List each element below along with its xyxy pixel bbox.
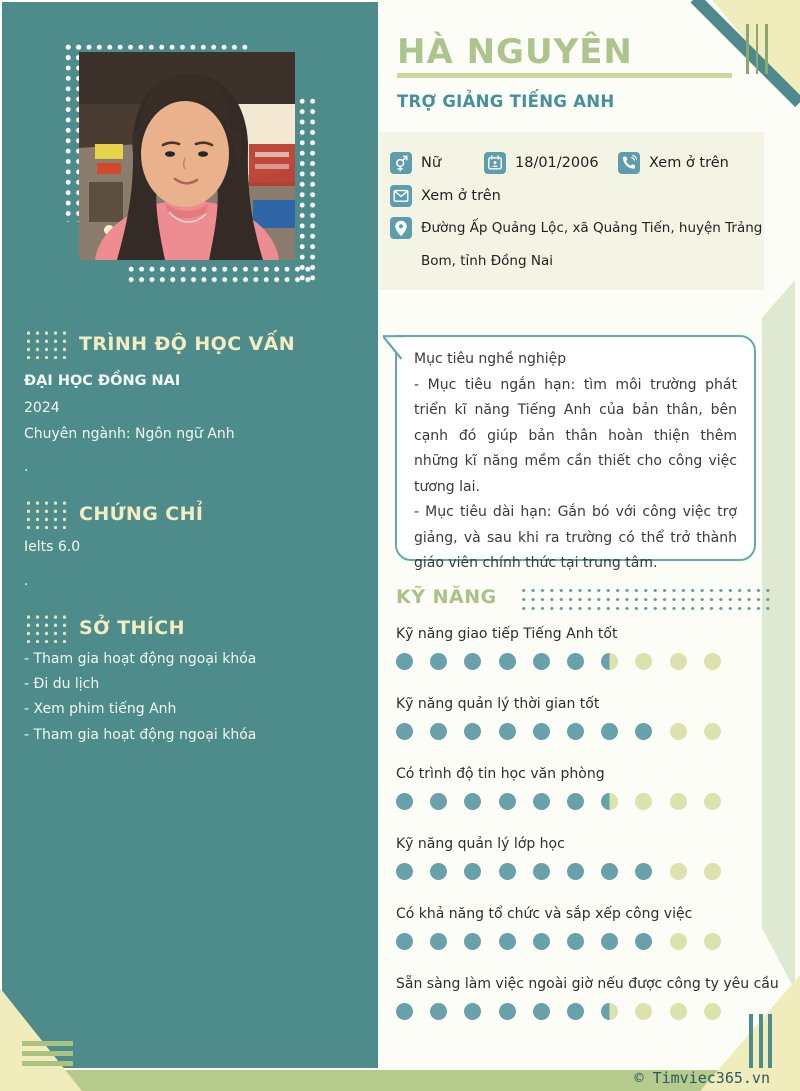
- rating-dot: [464, 793, 481, 810]
- rating-dot: [396, 793, 413, 810]
- dots-decoration: [518, 584, 771, 610]
- dots-decoration: [23, 328, 68, 359]
- skills-list: [396, 626, 779, 1046]
- contact-phone: [618, 152, 729, 174]
- dots-decoration: [23, 498, 68, 529]
- certificate-item: .: [24, 572, 29, 589]
- skill-label: Có trình độ tin học văn phòng: [396, 766, 605, 782]
- skills-header: [396, 584, 771, 610]
- education-school: ĐẠI HỌC ĐỒNG NAI: [24, 373, 181, 389]
- rating-dot: [430, 1003, 447, 1020]
- profile-photo: [79, 52, 295, 260]
- section-heading: CHỨNG CHỈ: [79, 502, 204, 525]
- skill-label: Kỹ năng giao tiếp Tiếng Anh tốt: [396, 626, 618, 642]
- skills-heading: KỸ NĂNG: [396, 586, 497, 608]
- rating-dot: [567, 723, 584, 740]
- contact-value: Đường Ấp Quảng Lộc, xã Quảng Tiến, huyện Trảng Bom, tỉnh Đồng Nai: [421, 220, 763, 269]
- candidate-name: HÀ NGUYÊN: [397, 32, 633, 72]
- rating-dot: [464, 933, 481, 950]
- contact-birthday: [484, 152, 599, 174]
- rating-dot: [601, 933, 618, 950]
- section-education-header: [23, 328, 295, 359]
- birthday-icon: [484, 152, 506, 174]
- skill-item: [396, 836, 760, 880]
- rating-dot: [635, 793, 652, 810]
- rating-dot: [601, 653, 618, 670]
- rating-dot: [464, 723, 481, 740]
- rating-dot: [430, 933, 447, 950]
- skill-label: Kỹ năng quản lý thời gian tốt: [396, 696, 600, 712]
- vertical-lines-top-right: [746, 24, 772, 74]
- rating-dot: [499, 863, 516, 880]
- rating-dot: [430, 793, 447, 810]
- rating-dot: [430, 653, 447, 670]
- rating-dot: [499, 793, 516, 810]
- skill-item: [396, 906, 760, 950]
- contact-email: [390, 185, 501, 207]
- contact-value: 18/01/2006: [515, 155, 599, 171]
- objective-title: Mục tiêu nghề nghiệp: [414, 351, 567, 367]
- section-hobbies-header: [23, 612, 185, 643]
- certificates-content: [24, 534, 80, 594]
- contact-value: Xem ở trên: [649, 155, 729, 171]
- rating-dot: [567, 793, 584, 810]
- rating-dot: [533, 723, 550, 740]
- rating-dot: [601, 723, 618, 740]
- rating-dot: [635, 1003, 652, 1020]
- rating-dot: [396, 653, 413, 670]
- skill-item: [396, 976, 779, 1020]
- rating-dot: [396, 723, 413, 740]
- photo-frame-dots-right: [295, 94, 316, 281]
- rating-dot: [635, 723, 652, 740]
- rating-dot: [499, 1003, 516, 1020]
- skill-rating: [396, 723, 760, 740]
- skill-item: [396, 766, 760, 810]
- education-note: .: [24, 458, 29, 475]
- skill-label: Kỹ năng quản lý lớp học: [396, 836, 565, 852]
- rating-dot: [567, 933, 584, 950]
- rating-dot: [464, 653, 481, 670]
- contact-value: Nữ: [421, 155, 442, 171]
- rating-dot: [601, 1003, 618, 1020]
- rating-dot: [670, 863, 687, 880]
- rating-dot: [567, 653, 584, 670]
- rating-dot: [635, 933, 652, 950]
- rating-dot: [601, 793, 618, 810]
- section-certificates-header: [23, 498, 203, 529]
- rating-dot: [670, 933, 687, 950]
- skill-item: [396, 696, 760, 740]
- section-heading: TRÌNH ĐỘ HỌC VẤN: [79, 332, 296, 355]
- rating-dot: [704, 1003, 721, 1020]
- rating-dot: [396, 933, 413, 950]
- rating-dot: [464, 1003, 481, 1020]
- rating-dot: [704, 863, 721, 880]
- education-year: 2024: [24, 399, 60, 416]
- objective-paragraph: - Mục tiêu dài hạn: Gắn bó với công việc trợ giảng, và sau khi ra trường có thể trở thành giáo viên chính thức tại trung tâm.: [414, 504, 737, 571]
- name-underline: [397, 73, 732, 78]
- rating-dot: [670, 793, 687, 810]
- bubble-tail: [383, 335, 405, 360]
- rating-dot: [396, 1003, 413, 1020]
- rating-dot: [464, 863, 481, 880]
- skill-rating: [396, 863, 760, 880]
- rating-dot: [533, 933, 550, 950]
- vertical-bars-bottom-right: [749, 1014, 775, 1068]
- rating-dot: [704, 793, 721, 810]
- rating-dot: [533, 793, 550, 810]
- objective-paragraph: - Mục tiêu ngắn hạn: tìm môi trường phát triển kĩ năng Tiếng Anh của bản thân, bên cạnh đó giúp bản thân hoàn thiện thêm những kĩ năng mềm cần thiết cho công việc tương lai.: [414, 376, 737, 495]
- gender-icon: [390, 152, 412, 174]
- phone-icon: [618, 152, 640, 174]
- skill-item: [396, 626, 760, 670]
- rating-dot: [430, 723, 447, 740]
- rating-dot: [567, 863, 584, 880]
- rating-dot: [704, 933, 721, 950]
- skill-rating: [396, 793, 760, 810]
- rating-dot: [499, 723, 516, 740]
- rating-dot: [533, 863, 550, 880]
- rating-dot: [533, 1003, 550, 1020]
- horizontal-lines-bottom-left: [22, 1041, 73, 1071]
- mail-icon: [390, 185, 412, 207]
- hobby-item: - Tham gia hoạt động ngoại khóa: [24, 726, 257, 743]
- skill-rating: [396, 653, 760, 670]
- contact-address: [390, 212, 773, 278]
- copyright-text: © Timviec365.vn: [634, 1069, 770, 1087]
- hobby-item: - Tham gia hoạt động ngoại khóa: [24, 651, 257, 667]
- rating-dot: [670, 1003, 687, 1020]
- contact-gender: [390, 152, 441, 174]
- rating-dot: [430, 863, 447, 880]
- rating-dot: [704, 653, 721, 670]
- rating-dot: [635, 653, 652, 670]
- dots-decoration: [23, 612, 68, 643]
- sidebar: [2, 2, 378, 1068]
- rating-dot: [601, 863, 618, 880]
- hobby-item: - Xem phim tiếng Anh: [24, 701, 177, 718]
- rating-dot: [567, 1003, 584, 1020]
- certificate-item: Ielts 6.0: [24, 539, 81, 555]
- rating-dot: [670, 723, 687, 740]
- education-major: Chuyên ngành: Ngôn ngữ Anh: [24, 426, 235, 442]
- skill-label: Có khả năng tổ chức và sắp xếp công việc: [396, 906, 693, 922]
- right-side-band: [762, 280, 795, 990]
- job-title: TRỢ GIẢNG TIẾNG ANH: [397, 92, 615, 111]
- skill-label: Sẵn sàng làm việc ngoài giờ nếu được công ty yêu cầu: [396, 976, 779, 992]
- section-heading: SỞ THÍCH: [79, 616, 185, 639]
- rating-dot: [635, 863, 652, 880]
- rating-dot: [533, 653, 550, 670]
- rating-dot: [499, 933, 516, 950]
- hobby-item: - Đi du lịch: [24, 676, 100, 693]
- rating-dot: [670, 653, 687, 670]
- location-icon: [390, 217, 412, 239]
- contact-value: Xem ở trên: [421, 188, 501, 204]
- rating-dot: [704, 723, 721, 740]
- education-content: [24, 368, 235, 480]
- rating-dot: [499, 653, 516, 670]
- photo-frame-dots-bottom: [124, 262, 316, 283]
- objective-bubble: [395, 335, 756, 571]
- skill-rating: [396, 1003, 760, 1020]
- rating-dot: [396, 863, 413, 880]
- skill-rating: [396, 933, 760, 950]
- hobbies-content: [24, 647, 256, 748]
